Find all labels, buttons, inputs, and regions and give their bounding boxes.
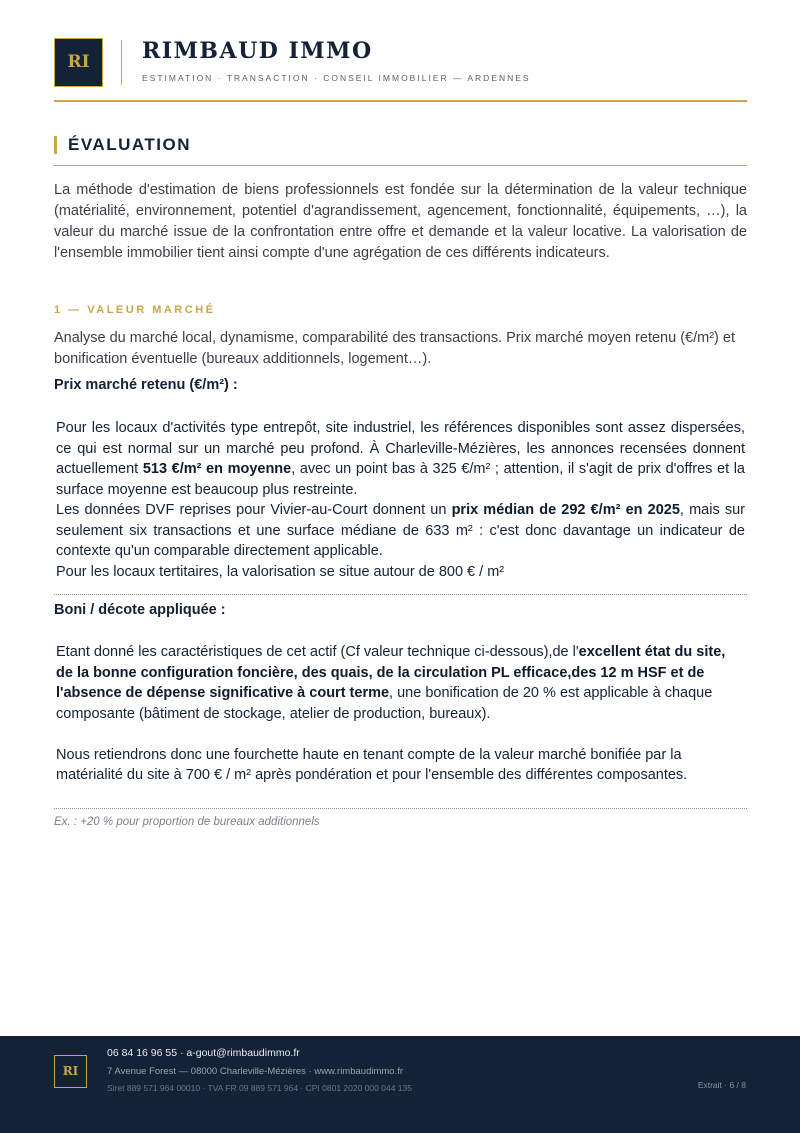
page-footer [0,1036,800,1133]
price-text-block [56,418,745,582]
boni-paragraph-2: Nous retiendrons donc une fourchette haute en tenant compte de la valeur marché bonifiée par la matérialité du site à 700 € / m² après pondération et pour l'ensemble des différentes composantes. [56,746,688,783]
boni-label: Boni / décote appliquée : [54,602,226,618]
footer-address: 7 Avenue Forest — 08000 Charleville-Mézières · www.rimbaudimmo.fr [107,1066,404,1077]
median-price-highlight: prix médian de 292 €/m² en 2025 [451,502,680,518]
footer-logo: RI [54,1055,87,1088]
brand-name: RIMBAUD IMMO [142,38,373,64]
dotted-divider [54,808,747,809]
section-accent-bar [54,136,57,154]
dotted-divider [54,594,747,595]
price-paragraph-3: Pour les locaux tertitaires, la valorisation se situe autour de 800 € / m² [56,563,505,580]
boni-paragraph-1: Etant donné les caractéristiques de cet actif (Cf valeur technique ci-dessous),de l'excellent état du site, de la bonne configuration foncière, des quais, de la circulation PL efficace,des 12 m HSF et de l'absence de dépense significative à court terme, une bonification de 20 % est applicable à chaque composante (bâtiment de stockage, atelier de production, bureaux). [56,644,726,722]
footer-contact: 06 84 16 96 55 · a-gout@rimbaudimmo.fr [107,1047,300,1059]
subsection-title: 1 — VALEUR MARCHÉ [54,304,216,316]
price-label: Prix marché retenu (€/m²) : [54,377,238,393]
section-title: ÉVALUATION [68,135,191,154]
boni-text-block [56,642,745,786]
average-price-highlight: 513 €/m² en moyenne [142,461,292,477]
intro-paragraph: La méthode d'estimation de biens professionnels est fondée sur la détermination de la valeur technique (matérialité, environnement, potentiel d'agrandissement, agencement, fonctionnalité, équipements, …), la valeur du marché issue de la confrontation entre offre et demande et la valeur locative. La valorisation de l'ensemble immobilier tient ainsi compte d'une agrégation de ces différents indicateurs. [54,182,747,261]
page-header [54,38,747,102]
price-paragraph-2: Les données DVF reprises pour Vivier-au-Court donnent un prix médian de 292 €/m² en 2025, mais sur seulement six transactions et une surface médiane de 633 m² : c'est donc davantage un indicateur de contexte qu'un comparable directement applicable. [56,502,745,559]
footer-legal: Siret 889 571 964 00010 · TVA FR 09 889 571 964 · CPI 0801 2020 000 044 135 [107,1083,412,1093]
market-analysis-text: Analyse du marché local, dynamisme, comparabilité des transactions. Prix marché moyen retenu (€/m²) et bonification éventuelle (bureaux additionnels, logement…). [54,330,735,367]
header-divider [121,40,122,85]
site-quality-highlight: excellent état du site, de la bonne configuration foncière, des quais, de la circulation PL efficace,des 12 m HSF et de l'absence de dépense significative à court terme [56,644,726,701]
brand-logo: RI [54,38,103,87]
page-number: Extrait · 6 / 8 [697,1080,746,1090]
example-note: Ex. : +20 % pour proportion de bureaux additionnels [54,816,320,828]
price-paragraph-1: Pour les locaux d'activités type entrepôt, site industriel, les références disponibles sont assez dispersées, ce qui est normal sur un marché peu profond. À Charleville-Mézières, les annonces recensées donnent actuellement 513 €/m² en moyenne, avec un point bas à 325 €/m² ; attention, il s'agit de prix d'offres et la surface moyenne est beaucoup plus restreinte. [56,420,745,498]
section-heading [54,134,747,166]
brand-tagline: ESTIMATION · TRANSACTION · CONSEIL IMMOBILIER — ARDENNES [142,73,531,83]
